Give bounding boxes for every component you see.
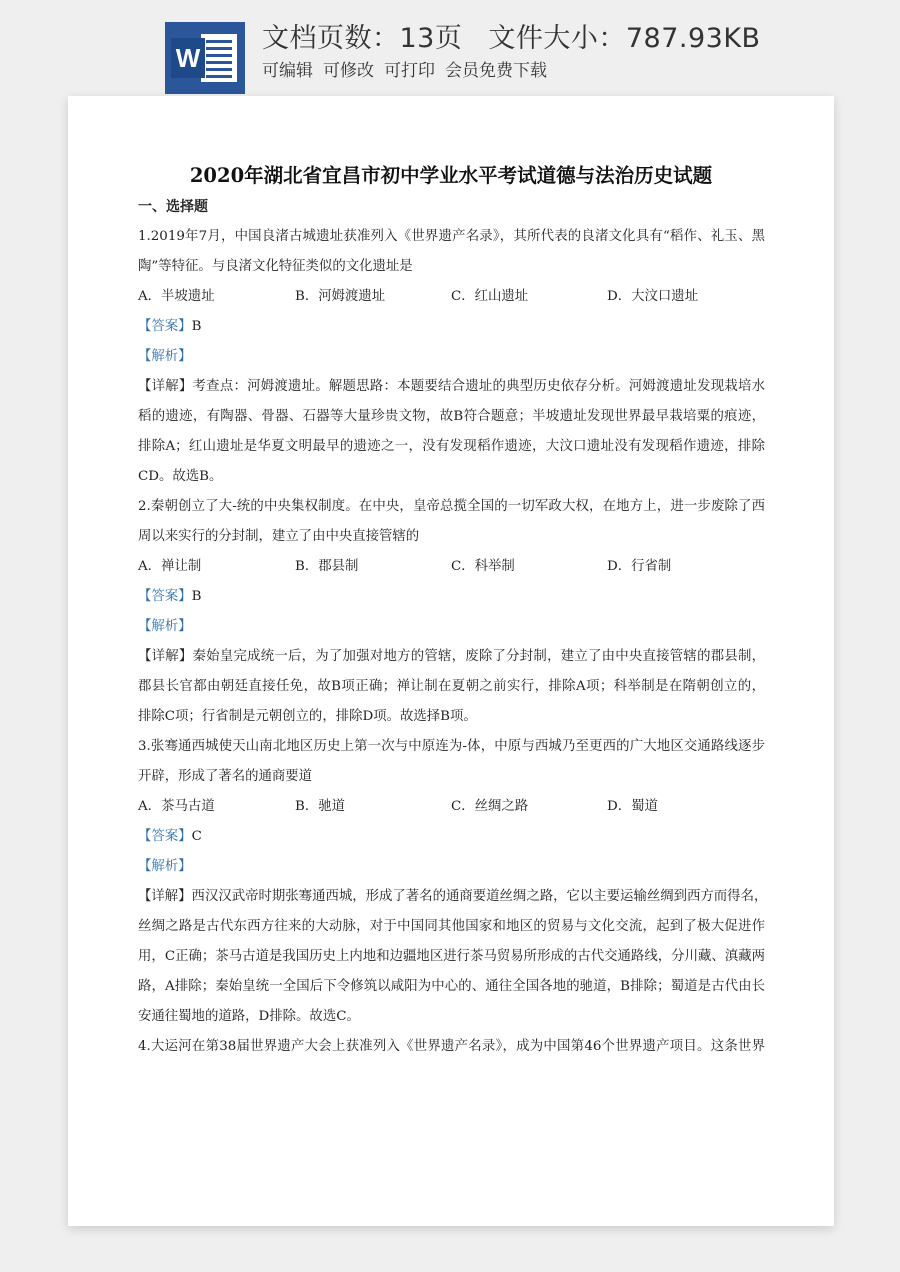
- document-title: 2020年湖北省宜昌市初中学业水平考试道德与法治历史试题: [189, 164, 713, 187]
- q1-detail-line-4: CD。故选B。: [138, 469, 223, 484]
- file-size: 文件大小：787.93KB: [488, 23, 761, 54]
- q1-stem-line-2: 陶”等特征。与良渚文化特征类似的文化遗址是: [138, 259, 413, 274]
- q1-analysis-label: 【解析】: [138, 349, 192, 364]
- q3-option-d: D．蜀道: [607, 799, 658, 814]
- q2-option-a: A．禅让制: [138, 559, 202, 574]
- q3-stem-line-1: 3.张骞通西城使天山南北地区历史上第一次与中原连为-体，中原与西城乃至更西的广大地区交通路线逐步: [138, 739, 765, 754]
- feature-printable: 可打印: [384, 61, 435, 81]
- q3-detail-line-1: 【详解】西汉汉武帝时期张骞通西城，形成了著名的通商要道丝绸之路，它以主要运输丝绸到西方而得名，: [138, 889, 768, 904]
- q2-stem-line-2: 周以来实行的分封制，建立了由中央直接管辖的: [138, 529, 420, 544]
- q1-detail-line-1: 【详解】考查点：河姆渡遗址。解题思路：本题要结合遗址的典型历史依存分析。河姆渡遗址发现栽培水: [138, 379, 765, 394]
- page-count: 文档页数：13页: [262, 23, 463, 54]
- answer-label: 【答案】: [138, 589, 192, 604]
- q2-stem-line-1: 2.秦朝创立了大-统的中央集权制度。在中央，皇帝总揽全国的一切军政大权，在地方上，进一步废除了西: [138, 499, 765, 514]
- word-doc-icon: [165, 22, 245, 94]
- q3-answer: [138, 828, 202, 846]
- document-page: [68, 96, 834, 1226]
- banner-features: [262, 56, 557, 81]
- q2-analysis-label: 【解析】: [138, 619, 192, 634]
- q1-option-c: C．红山遗址: [451, 289, 529, 304]
- q3-detail-line-5: 安通往蜀地的道路，D排除。故选C。: [138, 1009, 360, 1024]
- q2-detail-line-2: 郡县长官都由朝廷直接任免，故B项正确；禅让制在夏朝之前实行，排除A项；科举制是在隋朝创立的，: [138, 679, 765, 694]
- q2-detail-line-3: 排除C项；行省制是元朝创立的，排除D项。故选择B项。: [138, 709, 477, 724]
- q1-detail-line-2: 稻的遗迹，有陶器、骨器、石器等大量珍贵文物，故B符合题意；半坡遗址发现世界最早栽培粟的痕迹，: [138, 409, 765, 424]
- q1-option-a: A．半坡遗址: [138, 289, 215, 304]
- answer-value: B: [191, 319, 202, 334]
- q2-detail-line-1: 【详解】秦始皇完成统一后，为了加强对地方的管辖，废除了分封制，建立了由中央直接管辖的郡县制，: [138, 649, 765, 664]
- word-icon-letter: W: [175, 43, 201, 73]
- feature-editable: 可编辑: [262, 61, 313, 81]
- q3-stem-line-2: 开辟，形成了著名的通商要道: [138, 769, 313, 784]
- q3-option-c: C．丝绸之路: [451, 799, 529, 814]
- q3-detail-line-3: 用，C正确；茶马古道是我国历史上内地和边疆地区进行茶马贸易所形成的古代交通路线，分川藏、滇藏两: [138, 949, 765, 964]
- answer-label: 【答案】: [138, 829, 192, 844]
- q3-option-a: A．茶马古道: [138, 799, 215, 814]
- q1-detail-line-3: 排除A；红山遗址是华夏文明最早的遗迹之一，没有发现稻作遗迹，大汶口遗址没有发现稻作遗迹，排除: [138, 439, 765, 454]
- answer-value: B: [191, 589, 202, 604]
- feature-modifiable: 可修改: [323, 61, 374, 81]
- q2-answer: [138, 588, 201, 606]
- banner-stats: [262, 16, 761, 55]
- q1-option-b: B．河姆渡遗址: [295, 289, 386, 304]
- section-heading: 一、选择题: [138, 199, 208, 215]
- document-info-banner: [0, 0, 900, 100]
- q1-answer: [138, 318, 201, 336]
- q2-option-b: B．郡县制: [295, 559, 359, 574]
- q1-option-d: D．大汶口遗址: [607, 289, 699, 304]
- q3-option-b: B．驰道: [295, 799, 346, 814]
- q3-detail-line-4: 路，A排除；秦始皇统一全国后下令修筑以咸阳为中心的、通往全国各地的驰道，B排除；蜀道是古代由长: [138, 979, 765, 994]
- answer-value: C: [191, 829, 202, 844]
- q2-option-c: C．科举制: [451, 559, 515, 574]
- answer-label: 【答案】: [138, 319, 192, 334]
- q4-stem-line-1: 4.大运河在第38届世界遗产大会上获准列入《世界遗产名录》，成为中国第46个世界遗产项目。这条世界: [138, 1039, 765, 1054]
- q3-analysis-label: 【解析】: [138, 859, 192, 874]
- q1-stem-line-1: 1.2019年7月，中国良渚古城遗址获准列入《世界遗产名录》，其所代表的良渚文化具有“稻作、礼玉、黑: [138, 229, 765, 244]
- q2-option-d: D．行省制: [607, 559, 672, 574]
- q3-detail-line-2: 丝绸之路是古代东西方往来的大动脉，对于中国同其他国家和地区的贸易与文化交流，起到了极大促进作: [138, 919, 765, 934]
- feature-member-download: 会员免费下载: [445, 61, 547, 81]
